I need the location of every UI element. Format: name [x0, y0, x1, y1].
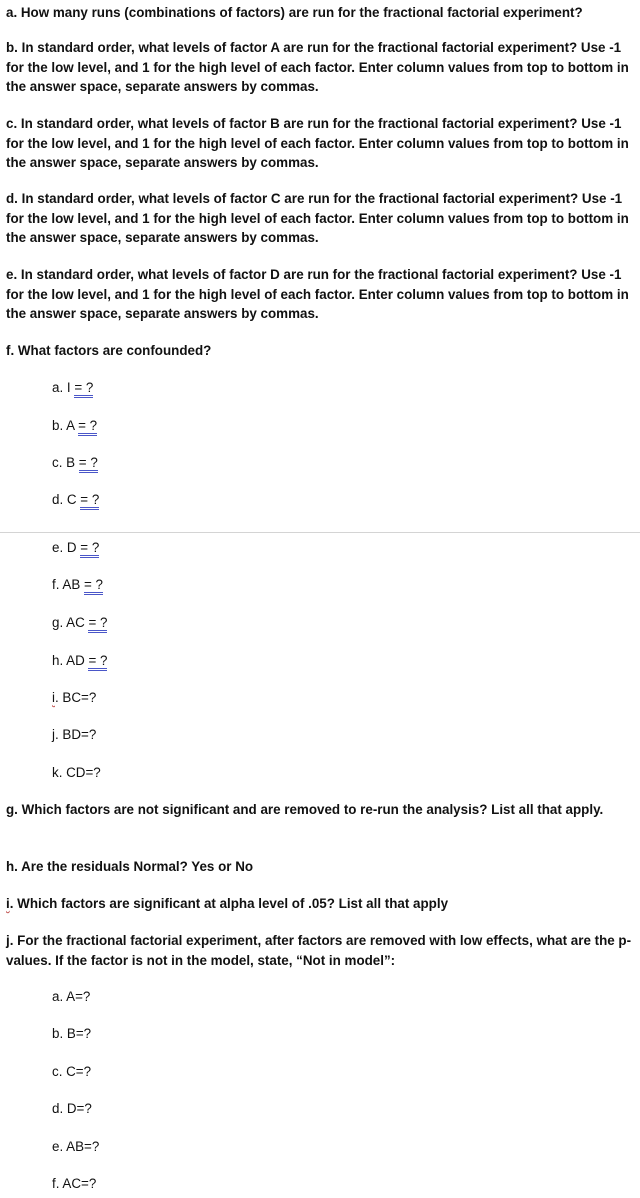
- confounded-item: i. BC=?: [52, 690, 97, 705]
- p-value-item: b. B=?: [52, 1026, 92, 1041]
- question-h: h. Are the residuals Normal? Yes or No: [6, 859, 254, 874]
- confounded-item: a. I = ?: [52, 379, 93, 397]
- p-value-item: c. C=?: [52, 1064, 92, 1079]
- equals-placeholder: = ?: [88, 615, 107, 633]
- equals-placeholder: = ?: [74, 380, 93, 398]
- confounded-item: c. B = ?: [52, 454, 98, 472]
- page-divider: [0, 532, 640, 533]
- equals-placeholder: = ?: [80, 492, 99, 510]
- p-value-item: f. AC=?: [52, 1176, 97, 1191]
- question-i: i. Which factors are significant at alpha level of .05? List all that apply: [6, 896, 449, 911]
- question-g: g. Which factors are not significant and are removed to re-run the analysis? List all that apply.: [6, 802, 604, 817]
- equals-placeholder: = ?: [80, 540, 99, 558]
- question-c: c. In standard order, what levels of factor B are run for the fractional factorial experiment? Use -1 for the low level, and 1 for the high level of each factor. Enter column values from top to bottom in the answer space, separate answers by commas.: [6, 116, 629, 170]
- p-value-item: a. A=?: [52, 989, 91, 1004]
- confounded-item: k. CD=?: [52, 765, 101, 780]
- question-a: a. How many runs (combinations of factors) are run for the fractional factorial experiment?: [6, 5, 583, 20]
- confounded-item: d. C = ?: [52, 491, 99, 509]
- p-value-item: e. AB=?: [52, 1139, 100, 1154]
- question-f: f. What factors are confounded?: [6, 343, 212, 358]
- confounded-item: b. A = ?: [52, 417, 97, 435]
- spellcheck-flag: i: [6, 896, 10, 911]
- equals-placeholder: = ?: [84, 577, 103, 595]
- question-d: d. In standard order, what levels of factor C are run for the fractional factorial experiment? Use -1 for the low level, and 1 for the high level of each factor. Enter column values from top to bottom in the answer space, separate answers by commas.: [6, 191, 629, 245]
- spellcheck-flag: i: [52, 690, 55, 705]
- confounded-item: f. AB = ?: [52, 576, 103, 594]
- equals-placeholder: = ?: [88, 653, 107, 671]
- equals-placeholder: = ?: [79, 455, 98, 473]
- confounded-item: e. D = ?: [52, 539, 99, 557]
- equals-placeholder: = ?: [78, 418, 97, 436]
- confounded-item: g. AC = ?: [52, 614, 107, 632]
- confounded-item: h. AD = ?: [52, 652, 107, 670]
- question-j: j. For the fractional factorial experiment, after factors are removed with low effects, what are the p-values. If the factor is not in the model, state, “Not in model”:: [6, 933, 632, 968]
- question-e: e. In standard order, what levels of factor D are run for the fractional factorial experiment? Use -1 for the low level, and 1 for the high level of each factor. Enter column values from top to bottom in the answer space, separate answers by commas.: [6, 267, 629, 321]
- p-value-item: d. D=?: [52, 1101, 92, 1116]
- confounded-item: j. BD=?: [52, 727, 97, 742]
- question-b: b. In standard order, what levels of factor A are run for the fractional factorial experiment? Use -1 for the low level, and 1 for the high level of each factor. Enter column values from top to bottom in the answer space, separate answers by commas.: [6, 40, 629, 94]
